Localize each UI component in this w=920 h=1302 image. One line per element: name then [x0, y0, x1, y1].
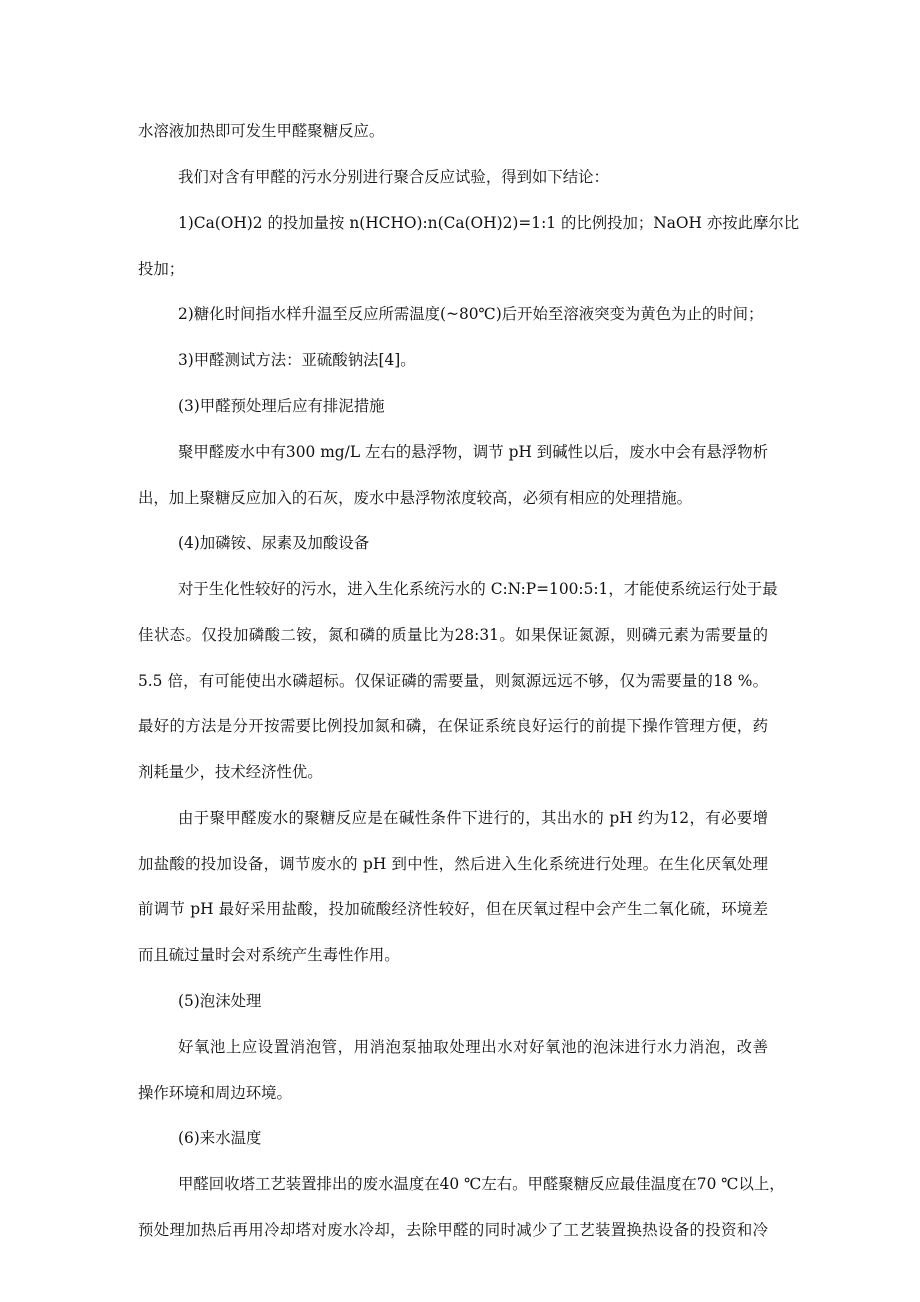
text-line: 由于聚甲醛废水的聚糖反应是在碱性条件下进行的，其出水的 pH 约为12，有必要增 [178, 809, 768, 827]
section-heading-5: (5)泡沫处理 [178, 992, 262, 1010]
text-line: 5.5 倍，有可能使出水磷超标。仅保证磷的需要量，则氮源远远不够，仅为需要量的18 %。 [138, 672, 768, 690]
text-line: 剂耗量少，技术经济性优。 [138, 763, 323, 781]
text-line: 好氧池上应设置消泡管，用消泡泵抽取处理出水对好氧池的泡沫进行水力消泡，改善 [178, 1038, 768, 1056]
text-line: 而且硫过量时会对系统产生毒性作用。 [138, 946, 400, 964]
text-line: 出，加上聚糖反应加入的石灰，废水中悬浮物浓度较高，必须有相应的处理措施。 [138, 489, 693, 507]
section-heading-4: (4)加磷铵、尿素及加酸设备 [178, 534, 370, 552]
text-line: 对于生化性较好的污水，进入生化系统污水的 C:N:P=100:5:1，才能使系统运行处于最 [178, 580, 778, 598]
section-heading-6: (6)来水温度 [178, 1129, 262, 1147]
text-line: 聚甲醛废水中有300 mg/L 左右的悬浮物，调节 pH 到碱性以后，废水中会有悬浮物析 [178, 443, 768, 461]
list-item-3: 3)甲醛测试方法：亚硫酸钠法[4]。 [178, 351, 416, 369]
text-line: 我们对含有甲醛的污水分别进行聚合反应试验，得到如下结论： [178, 168, 609, 186]
text-line: 水溶液加热即可发生甲醛聚糖反应。 [138, 122, 385, 140]
text-line: 最好的方法是分开按需要比例投加氮和磷，在保证系统良好运行的前提下操作管理方便，药 [138, 717, 768, 735]
text-line: 操作环境和周边环境。 [138, 1084, 292, 1102]
text-line: 加盐酸的投加设备，调节废水的 pH 到中性，然后进入生化系统进行处理。在生化厌氧处理 [138, 855, 768, 873]
list-item-1: 1)Ca(OH)2 的投加量按 n(HCHO):n(Ca(OH)2)=1:1 的比例投加；NaOH 亦按此摩尔比 [178, 214, 800, 232]
section-heading-3: (3)甲醛预处理后应有排泥措施 [178, 397, 385, 415]
text-line: 投加； [138, 260, 185, 278]
text-line: 佳状态。仅投加磷酸二铵，氮和磷的质量比为28:31。如果保证氮源，则磷元素为需要量的 [138, 626, 768, 644]
text-line: 甲醛回收塔工艺装置排出的废水温度在40 ℃左右。甲醛聚糖反应最佳温度在70 ℃以上， [178, 1175, 785, 1193]
text-line: 前调节 pH 最好采用盐酸，投加硫酸经济性较好，但在厌氧过程中会产生二氧化硫，环境差 [138, 900, 768, 918]
text-line: 预处理加热后再用冷却塔对废水冷却，去除甲醛的同时减少了工艺装置换热设备的投资和冷 [138, 1221, 768, 1239]
list-item-2: 2)糖化时间指水样升温至反应所需温度(~80℃)后开始至溶液突变为黄色为止的时间； [178, 305, 764, 323]
